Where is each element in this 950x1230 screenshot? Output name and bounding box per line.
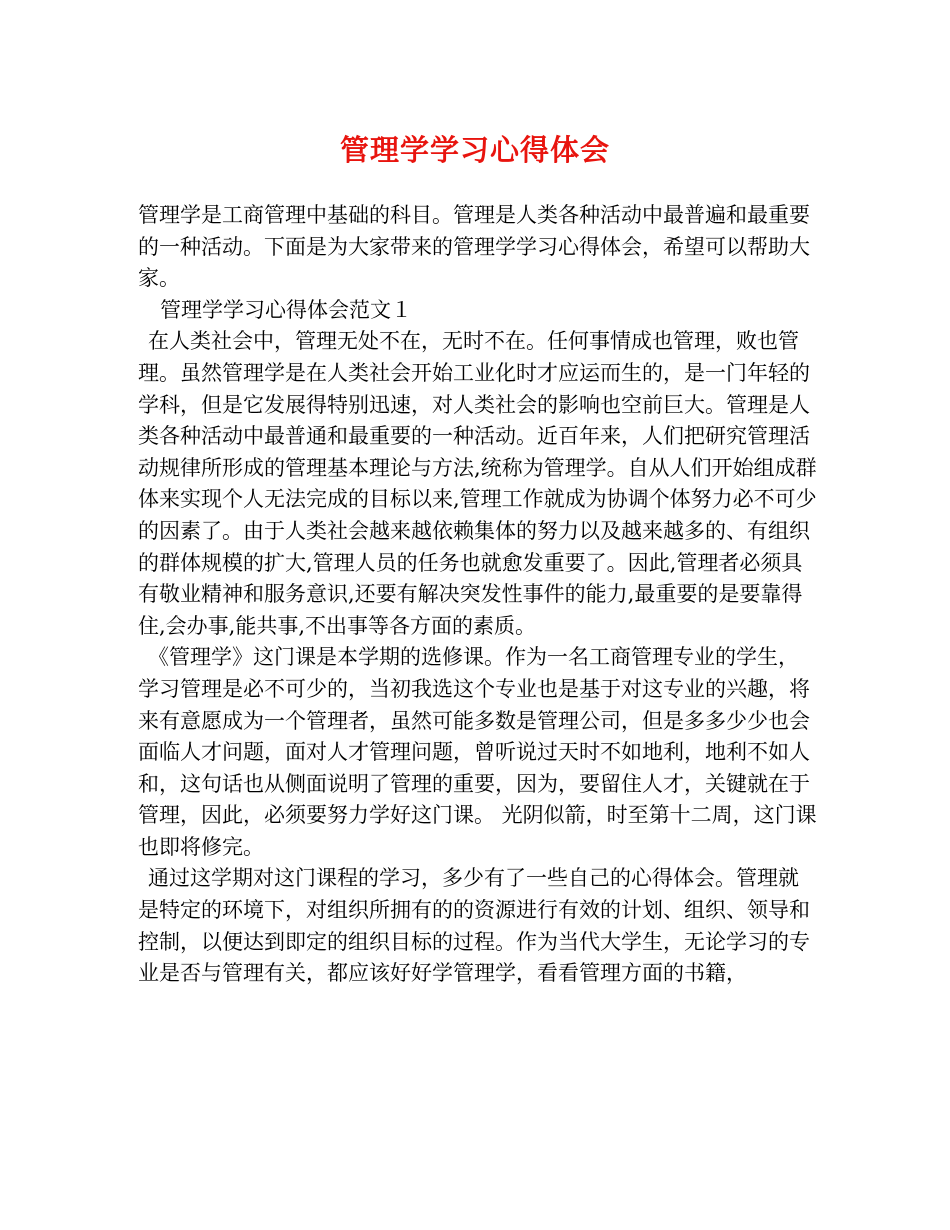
document-body xyxy=(138,200,818,990)
document-title: 管理学学习心得体会 xyxy=(339,133,610,167)
body-paragraph: 在人类社会中，管理无处不在，无时不在。任何事情成也管理，败也管理。虽然管理学是在人类社会开始工业化时才应运而生的，是一门年轻的学科，但是它发展得特别迅速，对人类社会的影响也空前巨大。管理是人类各种活动中最普通和最重要的一种活动。近百年来，人们把研究管理活动规律所形成的管理基本理论与方法,统称为管理学。自从人们开始组成群体来实现个人无法完成的目标以来,管理工作就成为协调个体努力必不可少的因素了。由于人类社会越来越依赖集体的努力以及越来越多的、有组织的群体规模的扩大,管理人员的任务也就愈发重要了。因此,管理者必须具有敬业精神和服务意识,还要有解决突发性事件的能力,最重要的是要靠得住,会办事,能共事,不出事等各方面的素质。 xyxy=(138,329,817,638)
body-paragraph: 《管理学》这门课是本学期的选修课。作为一名工商管理专业的学生，学习管理是必不可少的，当初我选这个专业也是基于对这专业的兴趣，将来有意愿成为一个管理者，虽然可能多数是管理公司，但是多多少少也会面临人才问题，面对人才管理问题，曾听说过天时不如地利，地利不如人和，这句话也从侧面说明了管理的重要，因为，要留住人才，关键就在于管理，因此，必须要努力学好这门课。 光阴似箭，时至第十二周，这门课也即将修完。 xyxy=(138,645,817,859)
body-paragraph: 通过这学期对这门课程的学习，多少有了一些自己的心得体会。管理就是特定的环境下，对组织所拥有的的资源进行有效的计划、组织、领导和控制，以便达到即定的组织目标的过程。作为当代大学生，无论学习的专业是否与管理有关，都应该好好学管理学，看看管理方面的书籍， xyxy=(138,866,810,986)
section-heading: 管理学学习心得体会范文１ xyxy=(160,297,412,322)
intro-paragraph: 管理学是工商管理中基础的科目。管理是人类各种活动中最普遍和最重要的一种活动。下面是为大家带来的管理学学习心得体会，希望可以帮助大家。 xyxy=(138,203,810,291)
